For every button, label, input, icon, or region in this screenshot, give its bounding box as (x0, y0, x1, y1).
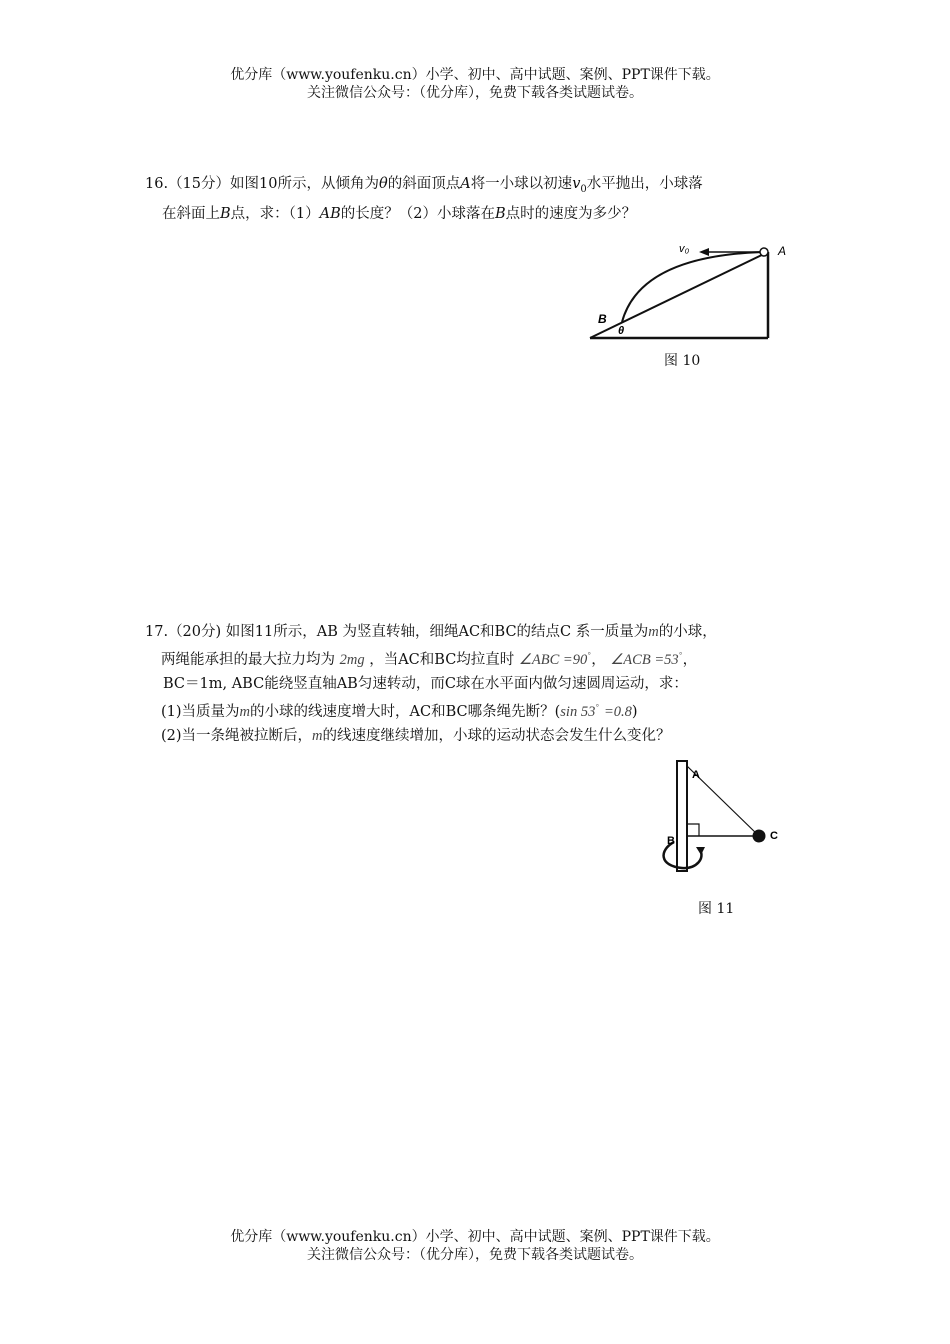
label-a: A (692, 769, 700, 781)
footer-line-2: 关注微信公众号：（优分库），免费下载各类试题试卷。 (307, 1247, 643, 1263)
question-17 (145, 620, 717, 748)
formula-angle-acb: ∠ACB =53 (610, 651, 679, 668)
label-b: B (667, 835, 675, 847)
footer-line-1: 优分库（www.youfenku.cn）小学、初中、高中试题、案例、PPT课件下载。 (230, 1229, 720, 1245)
page-footer (0, 1228, 950, 1264)
theta-symbol: θ (378, 176, 388, 192)
q16-line-2: 在斜面上B点，求：（1）AB的长度？（2）小球落在B点时的速度为多少？ (162, 205, 637, 222)
ball-c (753, 830, 766, 843)
velocity-arrowhead (699, 248, 709, 256)
figure-10-caption: 图 10 (664, 353, 701, 369)
formula-angle-abc: ∠ABC =90 (518, 651, 588, 668)
header-line-2: 关注微信公众号：（优分库），免费下载各类试题试卷。 (307, 85, 643, 101)
figure-11-caption: 图 11 (698, 901, 735, 917)
q16-line-1: 16.（15分）如图10所示，从倾角为θ的斜面顶点A将一小球以初速$v_0$水平抛出，小球落 (145, 176, 703, 195)
page-header (0, 66, 950, 102)
question-16 (145, 172, 703, 226)
ball-a (760, 248, 768, 256)
q17-line-3: BC＝1m, ABC能绕竖直轴AB匀速转动，而C球在水平面内做匀速圆周运动，求： (163, 675, 688, 692)
q16-score: （15分） (168, 176, 231, 192)
label-c: C (770, 830, 778, 842)
formula-2mg: 2mg (339, 651, 365, 668)
label-v0: v₀ (679, 243, 690, 255)
label-theta: θ (618, 325, 625, 337)
q16-number: 16. (145, 176, 169, 192)
right-angle-mark (687, 824, 699, 836)
formula-sin53: sin 53 (560, 703, 596, 720)
label-a: A (778, 244, 787, 258)
incline-line (590, 252, 768, 338)
q17-number: 17. (145, 624, 169, 640)
figure-11 (655, 758, 785, 880)
header-line-1: 优分库（www.youfenku.cn）小学、初中、高中试题、案例、PPT课件下载。 (230, 67, 720, 83)
q17-line-5: (2)当一条绳被拉断后，m的线速度继续增加，小球的运动状态会发生什么变化？ (161, 727, 671, 744)
q17-score: （20分) (168, 624, 222, 640)
label-b: B (598, 312, 607, 326)
q17-line-1: 17.（20分) 如图11所示，AB 为竖直转轴，细绳AC和BC的结点C 系一质量为m的小球， (145, 624, 717, 640)
rotation-arrowhead (696, 847, 705, 855)
q17-line-4: (1)当质量为m的小球的线速度增大时，AC和BC哪条绳先断？(sin 53° =0.8) (161, 702, 638, 720)
figure-10 (585, 238, 795, 342)
vertical-axis (677, 761, 687, 871)
q17-line-2: 两绳能承担的最大拉力均为 2mg ，当AC和BC均拉直时 ∠ABC =90°， ∠ACB =53°， (161, 651, 698, 668)
